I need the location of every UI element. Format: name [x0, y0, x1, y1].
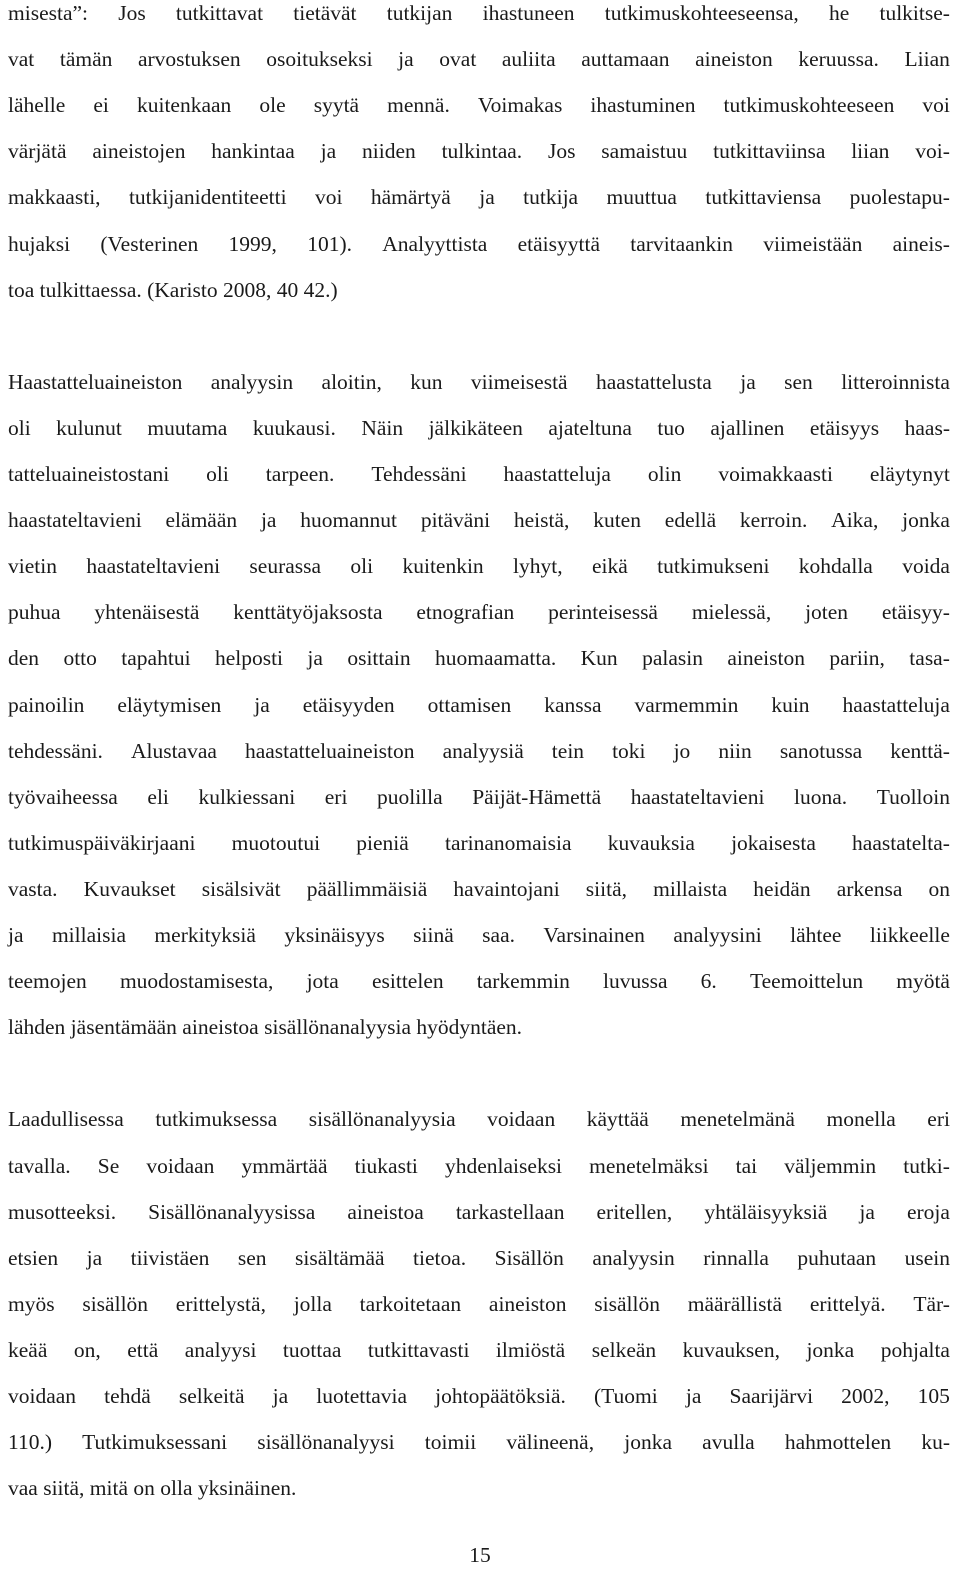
text-line: toa tulkittaessa. (Karisto 2008, 40 42.)	[8, 277, 338, 302]
text-line: tatteluaineistostani oli tarpeen. Tehdessäni haastatteluja olin voimakkaasti eläytynyt	[8, 462, 950, 486]
text-line: myös sisällön erittelystä, jolla tarkoitetaan aineiston sisällön määrällistä erittelyä. Tär-	[8, 1291, 950, 1316]
text-line: puhua yhtenäisestä kenttätyöjaksosta etnografian perinteisessä mielessä, joten etäisyy-	[8, 600, 950, 625]
text-line: Laadullisessa tutkimuksessa sisällönanalyysia voidaan käyttää menetelmänä monella eri	[8, 1107, 950, 1132]
text-line: työvaiheessa eli kulkiessani eri puolilla Päijät-Hämettä haastateltavieni luona. Tuolloin	[8, 784, 950, 809]
text-line: keää on, että analyysi tuottaa tutkittavasti ilmiöstä selkeän kuvauksen, jonka pohjalta	[8, 1337, 950, 1362]
text-line: vat tämän arvostuksen osoitukseksi ja ovat auliita auttamaan aineiston keruussa. Liian	[8, 47, 950, 72]
text-line: misesta”: Jos tutkittavat tietävät tutkijan ihastuneen tutkimuskohteeseensa, he tulkitse-	[8, 1, 950, 25]
text-line: musotteeksi. Sisällönanalyysissa aineistoa tarkastellaan eritellen, yhtäläisyyksiä ja eroja	[8, 1199, 950, 1224]
text-line: 110.) Tutkimuksessani sisällönanalyysi toimii välineenä, jonka avulla hahmottelen ku-	[8, 1430, 950, 1455]
text-line: teemojen muodostamisesta, jota esittelen tarkemmin luvussa 6. Teemoittelun myötä	[8, 969, 950, 994]
text-line: voidaan tehdä selkeitä ja luotettavia johtopäätöksiä. (Tuomi ja Saarijärvi 2002, 105	[8, 1384, 950, 1408]
text-line: haastateltavieni elämään ja huomannut pitäväni heistä, kuten edellä kerroin. Aika, jonka	[8, 508, 950, 533]
text-line: lähden jäsentämään aineistoa sisällönanalyysia hyödyntäen.	[8, 1015, 523, 1040]
text-line: tutkimuspäiväkirjaani muotoutui pieniä tarinanomaisia kuvauksia jokaisesta haastatelta-	[8, 830, 950, 855]
text-line: tehdessäni. Alustavaa haastatteluaineiston analyysiä tein toki jo niin sanotussa kenttä-	[8, 738, 950, 763]
text-line: vasta. Kuvaukset sisälsivät päällimmäisiä havaintojani siitä, millaista heidän arkensa on	[8, 876, 950, 901]
text-line: värjätä aineistojen hankintaa ja niiden tulkintaa. Jos samaistuu tutkittaviinsa liian voi-	[8, 139, 950, 164]
text-line: oli kulunut muutama kuukausi. Näin jälkikäteen ajateltuna tuo ajallinen etäisyys haas-	[8, 415, 950, 440]
text-line: den otto tapahtui helposti ja osittain huomaamatta. Kun palasin aineiston pariin, tasa-	[8, 646, 950, 671]
text-line: hujaksi (Vesterinen 1999, 101). Analyyttista etäisyyttä tarvitaankin viimeistään aineis-	[8, 231, 950, 256]
text-line: vaa siitä, mitä on olla yksinäinen.	[8, 1476, 297, 1501]
text-line: etsien ja tiivistäen sen sisältämää tietoa. Sisällön analyysin rinnalla puhutaan usein	[8, 1245, 950, 1270]
text-line: vietin haastateltavieni seurassa oli kuitenkin lyhyt, eikä tutkimukseni kohdalla voida	[8, 554, 950, 579]
page-number: 15	[469, 1543, 491, 1567]
text-line: ja millaisia merkityksiä yksinäisyys siinä saa. Varsinainen analyysini lähtee liikkeelle	[8, 923, 950, 947]
text-line: lähelle ei kuitenkaan ole syytä mennä. Voimakas ihastuminen tutkimuskohteeseen voi	[8, 93, 950, 118]
text-line: painoilin eläytymisen ja etäisyyden ottamisen kanssa varmemmin kuin haastatteluja	[8, 692, 950, 717]
text-line: makkaasti, tutkijanidentiteetti voi hämärtyä ja tutkija muuttua tutkittaviensa puolestapu-	[8, 185, 950, 210]
text-line: Haastatteluaineiston analyysin aloitin, kun viimeisestä haastattelusta ja sen litteroinnista	[8, 369, 950, 394]
text-line: tavalla. Se voidaan ymmärtää tiukasti yhdenlaiseksi menetelmäksi tai väljemmin tutki-	[8, 1153, 950, 1178]
